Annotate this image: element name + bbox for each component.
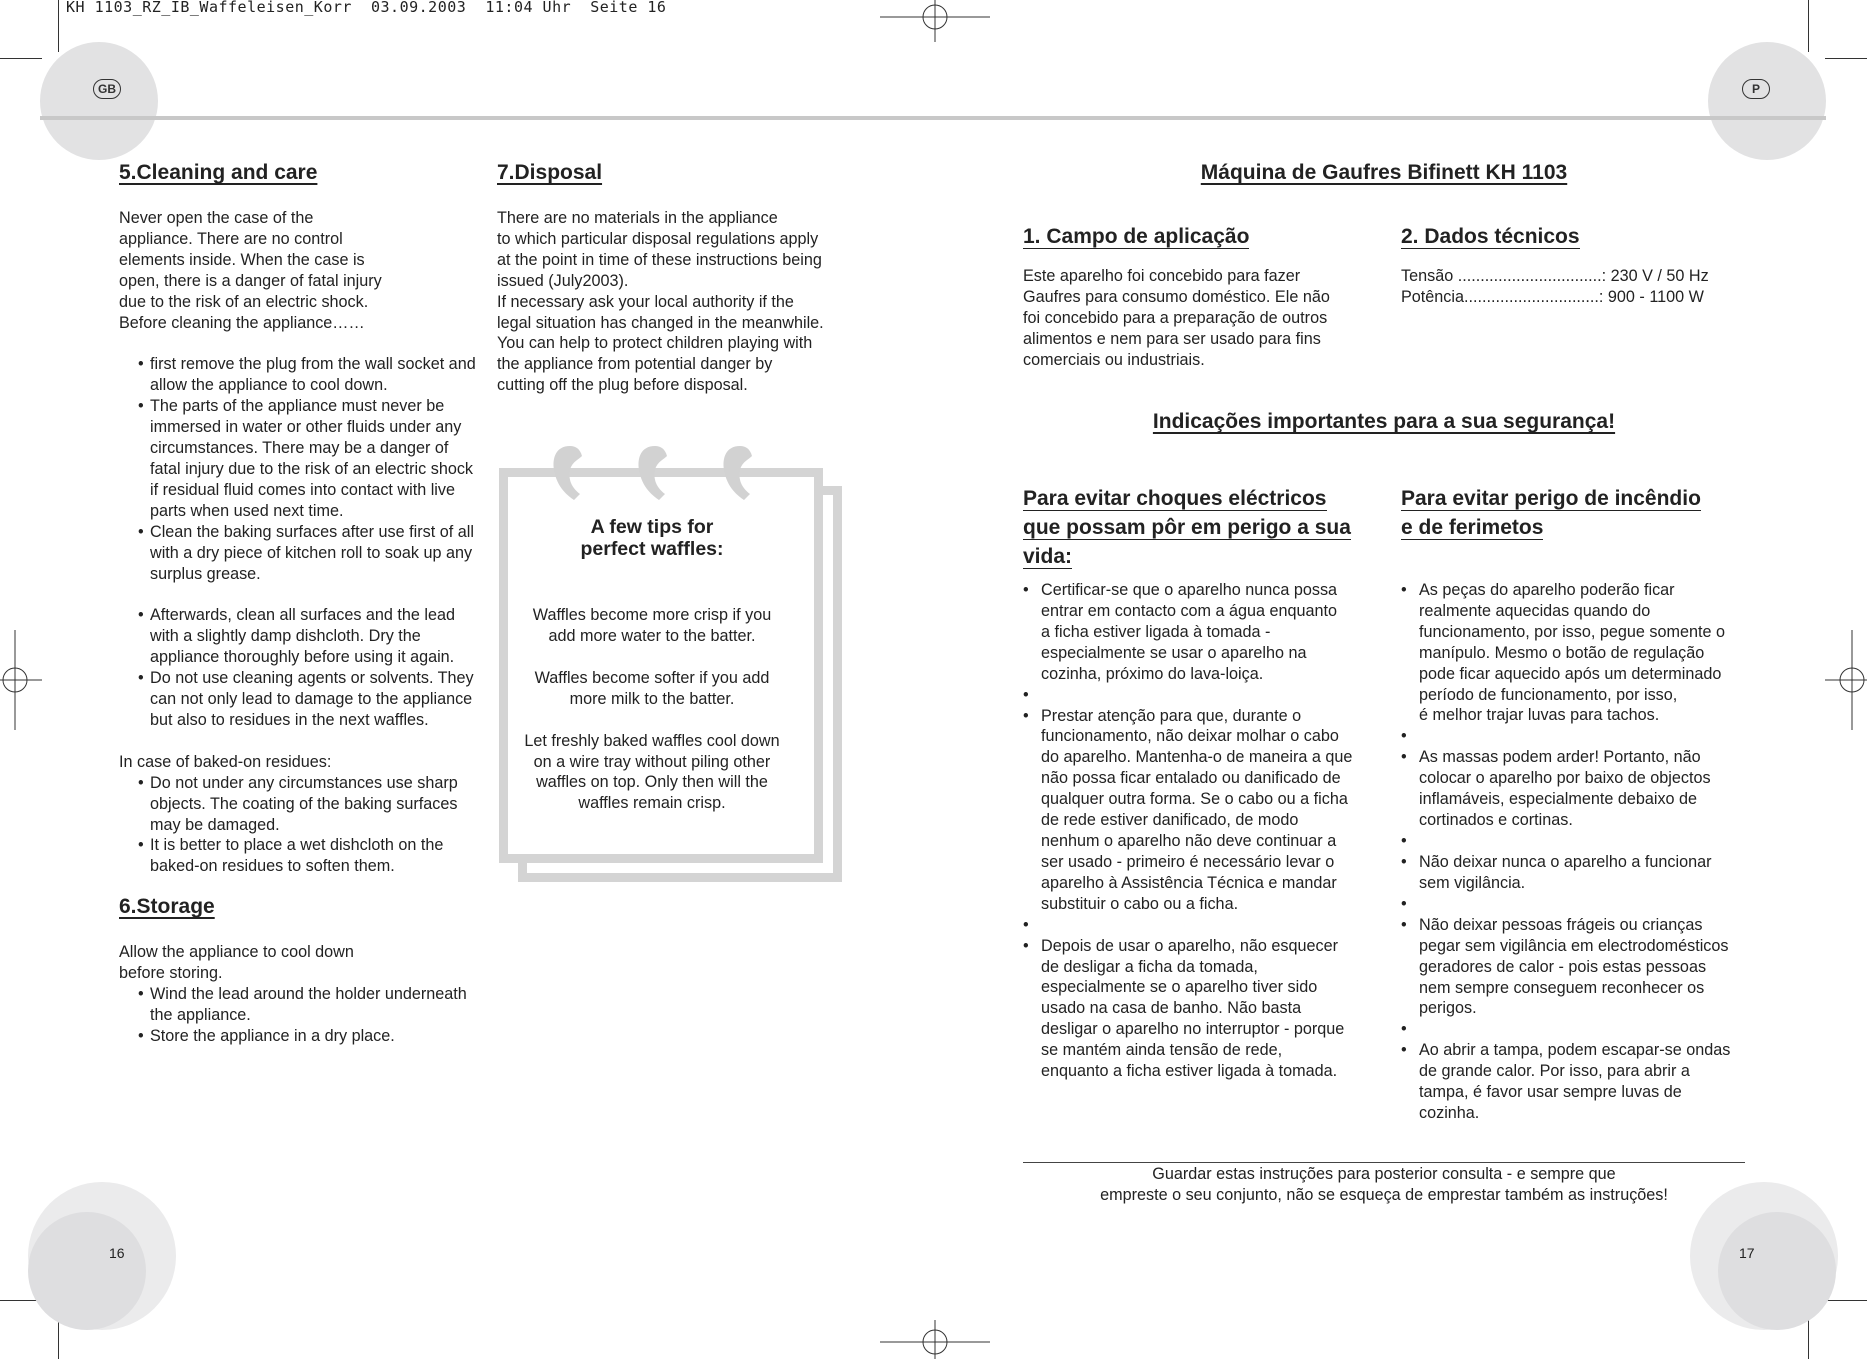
cleaning-bullets-b <box>138 605 479 730</box>
cleaning-bullets-c <box>138 773 479 878</box>
disposal-line: legal situation has changed in the meanwhile. <box>497 313 824 332</box>
list-item: • Depois de usar o aparelho, não esquecer de desligar a ficha da tomada, especialmente se o aparelho tiver sido usado na casa de banho. Não basta desligar o aparelho no interruptor - porque se mantém ainda tensão de rede, enquanto a ficha estiver ligada à tomada. <box>1023 936 1385 1082</box>
tip-line: waffles remain crisp. <box>578 794 726 813</box>
spec-row-tensao: Tensão ................................: 230 V / 50 Hz <box>1401 267 1709 285</box>
binder-ring-icon <box>720 444 754 502</box>
disposal-section <box>497 160 857 396</box>
disposal-line: the appliance from potential danger by <box>497 355 773 374</box>
disposal-line: There are no materials in the appliance <box>497 209 778 227</box>
header-rule <box>40 116 1826 120</box>
list-item: • Não deixar nunca o aparelho a funcionar sem vigilância. <box>1401 852 1763 894</box>
list-item: • As massas podem arder! Portanto, não colocar o aparelho por baixo de objectos inflamáveis, especialmente debaixo de cortinados e cortinas. <box>1401 747 1763 831</box>
campo-line: alimentos e nem para ser usado para fins <box>1023 329 1321 348</box>
footer-note-line: Guardar estas instruções para posterior consulta - e sempre que <box>1152 1165 1616 1183</box>
tip-line: add more water to the batter. <box>548 626 756 645</box>
list-item: • Do not under any circumstances use sharp objects. The coating of the baking surfaces may be damaged. <box>138 773 479 836</box>
tip-line: Waffles become softer if you add <box>534 668 770 687</box>
residues-intro: In case of baked-on residues: <box>119 752 332 771</box>
list-item: • As peças do aparelho poderão ficar realmente aquecidas quando do funcionamento, por isso, pegue somente o manípulo. Mesmo o botão de regulação pode ficar aquecido após um determinado período de funcionamento, por isso, é melhor trajar luvas para tachos. <box>1401 580 1763 726</box>
disposal-line: cutting off the plug before disposal. <box>497 376 748 395</box>
header-circle-right <box>1708 42 1826 160</box>
incendio-section <box>1401 484 1763 1124</box>
campo-line: foi concebido para a preparação de outros <box>1023 308 1328 327</box>
dados-heading: 2. Dados técnicos <box>1401 225 1580 248</box>
disposal-line: You can help to protect children playing with <box>497 334 813 353</box>
disposal-line: to which particular disposal regulations apply <box>497 229 819 248</box>
list-item: • Afterwards, clean all surfaces and the lead with a slightly damp dishcloth. Dry the appliance thoroughly before using it again. <box>138 605 479 668</box>
storage-intro-line: Allow the appliance to cool down <box>119 943 354 962</box>
list-item: • It is better to place a wet dishcloth on the baked-on residues to soften them. <box>138 835 479 877</box>
registration-mark-top <box>880 0 990 42</box>
disposal-line: issued (July2003). <box>497 271 629 290</box>
cleaning-intro-line: Never open the case of the <box>119 209 314 227</box>
campo-line: Gaufres para consumo doméstico. Ele não <box>1023 287 1330 306</box>
incendio-list <box>1401 580 1763 1124</box>
incendio-heading: Para evitar perigo de incêndio e de ferimetos <box>1401 487 1701 539</box>
list-item: • Certificar-se que o aparelho nunca possa entrar em contacto com a água enquanto a ficha estiver ligada à tomada - especialmente se usar o aparelho na cozinha, próximo do lava-loiça. <box>1023 580 1385 685</box>
list-item: • Ao abrir a tampa, podem escapar-se ondas de grande calor. Por isso, para abrir a tampa, é favor usar sempre luvas de cozinha. <box>1401 1040 1763 1124</box>
disposal-line: at the point in time of these instructions being <box>497 250 822 269</box>
print-slug-line: KH 1103_RZ_IB_Waffeleisen_Korr 03.09.2003 11:04 Uhr Seite 16 <box>66 0 667 16</box>
tips-title-line: perfect waffles: <box>580 538 724 560</box>
campo-heading: 1. Campo de aplicação <box>1023 225 1250 248</box>
storage-heading: 6.Storage <box>119 895 215 919</box>
list-item: • Store the appliance in a dry place. <box>138 1026 479 1047</box>
choques-list <box>1023 580 1385 1082</box>
list-item: • Do not use cleaning agents or solvents. They can not only lead to damage to the appliance but also to residues in the next waffles. <box>138 668 479 731</box>
footer-note <box>1023 1164 1745 1206</box>
tip-line: more milk to the batter. <box>569 689 735 708</box>
cleaning-bullets-a <box>138 354 479 584</box>
dados-section <box>1401 222 1761 308</box>
tips-title-line: A few tips for <box>590 516 714 538</box>
list-item: • Wind the lead around the holder underneath the appliance. <box>138 984 479 1026</box>
tip-line: waffles on top. Only then will the <box>536 773 768 792</box>
footer-circle-right <box>1718 1212 1836 1330</box>
cleaning-intro-line: due to the risk of an electric shock. <box>119 292 369 311</box>
binder-ring-icon <box>550 444 584 502</box>
choques-section <box>1023 484 1385 1082</box>
footer-divider <box>1023 1162 1745 1163</box>
campo-section <box>1023 222 1383 371</box>
disposal-line: If necessary ask your local authority if the <box>497 292 794 311</box>
list-item: • Não deixar pessoas frágeis ou crianças pegar sem vigilância em electrodomésticos geradores de calor - pois estas pessoas nem sempre conseguem reconhecer os perigos. <box>1401 915 1763 1020</box>
language-badge-gb: GB <box>93 79 121 99</box>
language-badge-p: P <box>1742 79 1770 99</box>
registration-mark-left <box>0 630 42 730</box>
registration-mark-bottom <box>880 1320 990 1359</box>
page-number-left: 16 <box>109 1245 125 1261</box>
page-title: Máquina de Gaufres Bifinett KH 1103 <box>1200 161 1568 184</box>
footer-circle-left <box>28 1212 146 1330</box>
header-circle-left <box>40 42 158 160</box>
disposal-heading: 7.Disposal <box>497 161 603 184</box>
cleaning-intro-line: appliance. There are no control <box>119 229 343 248</box>
storage-bullets <box>138 984 479 1047</box>
tips-content <box>508 516 796 814</box>
choques-heading: Para evitar choques eléctricos que possam pôr em perigo a sua vida: <box>1023 487 1351 568</box>
registration-mark-right <box>1825 630 1867 730</box>
safety-heading: Indicações importantes para a sua segurança! <box>1152 410 1616 433</box>
tip-line: on a wire tray without piling other <box>533 752 771 771</box>
list-item: • The parts of the appliance must never be immersed in water or other fluids under any circumstances. There may be a danger of fatal injury due to the risk of an electric shock if residual fluid comes into contact with live parts when used next time. <box>138 396 479 521</box>
cleaning-intro-line: open, there is a danger of fatal injury <box>119 271 382 290</box>
tip-line: Waffles become more crisp if you <box>532 606 772 624</box>
tip-line: Let freshly baked waffles cool down <box>524 731 780 750</box>
page-number-right: 17 <box>1739 1245 1755 1261</box>
footer-note-line: empreste o seu conjunto, não se esqueça de emprestar também as instruções! <box>1100 1186 1668 1204</box>
cleaning-section <box>119 160 479 1047</box>
list-item: • Clean the baking surfaces after use first of all with a dry piece of kitchen roll to soak up any surplus grease. <box>138 522 479 585</box>
list-item: • Prestar atenção para que, durante o funcionamento, não deixar molhar o cabo do aparelho. Mantenha-o de maneira a que não possa ficar entalado ou danificado de qualquer outra forma. Se o cabo ou a ficha de rede estiver danificado, de modo nenhum o aparelho não deve continuar a ser usado - primeiro é necessário levar o aparelho à Assistência Técnica e mandar substituir o cabo ou a ficha. <box>1023 706 1385 915</box>
campo-line: Este aparelho foi concebido para fazer <box>1023 267 1301 285</box>
cleaning-heading: 5.Cleaning and care <box>119 161 318 184</box>
campo-line: comerciais ou industriais. <box>1023 350 1205 369</box>
cleaning-intro-line: Before cleaning the appliance…… <box>119 313 365 332</box>
safety-title-wrap <box>1023 409 1745 435</box>
binder-ring-icon <box>635 444 669 502</box>
storage-intro-line: before storing. <box>119 964 223 983</box>
right-page-title-wrap <box>1023 160 1745 186</box>
cleaning-intro-line: elements inside. When the case is <box>119 250 365 269</box>
list-item: • first remove the plug from the wall socket and allow the appliance to cool down. <box>138 354 479 396</box>
spec-row-potencia: Potência..............................: 900 - 1100 W <box>1401 287 1704 306</box>
